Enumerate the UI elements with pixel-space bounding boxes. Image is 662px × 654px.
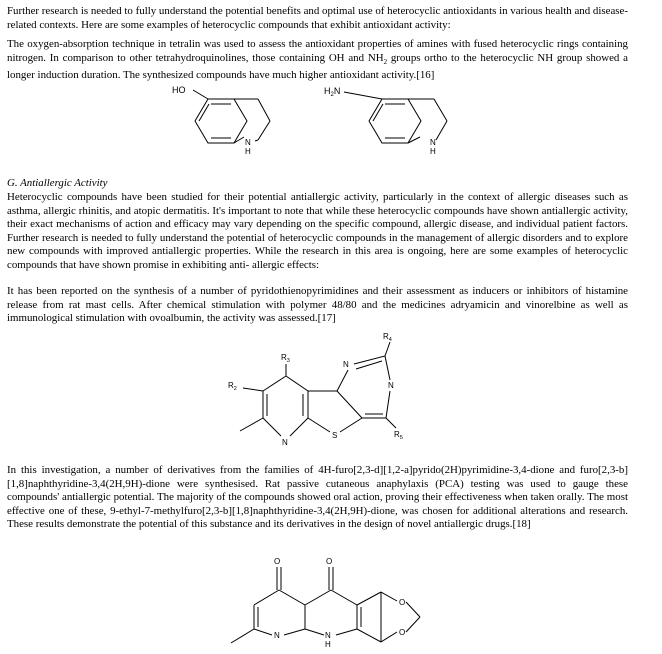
- label-o-ring-1: O: [399, 598, 406, 607]
- label-s: S: [332, 431, 338, 440]
- paragraph-antiallergic-intro: Heterocyclic compounds have been studied for their potential antiallergic activity, particularly in the context of allergic diseases such as asthma, allergic rhinitis, and atopic dermatitis. It's important to note that while these heterocyclic compounds have shown antiallergic activity, their exact mechanisms of action and efficacy may vary depending on the specific compound, allergic disease, and individual patient factors. Further research is needed to fully understand the potential of heterocyclic compounds in the management of allergic disorders and to explore new compounds with improved antiallergic properties. While the research in this area is ongoing, here are some examples of heterocyclic compounds that have shown promise in exhibiting anti- allergic effects:: [7, 191, 628, 271]
- p2-subscript: 2: [383, 57, 388, 66]
- label-r5: $R_5$: [394, 430, 403, 441]
- label-h2n: $H_2N$: [324, 86, 341, 98]
- label-n-pyrimidine-1: N: [343, 360, 349, 369]
- label-n-pyridine: N: [282, 438, 288, 447]
- label-n-pyridine-2: N: [274, 631, 280, 640]
- structure-furonaphthyridine: [0, 553, 662, 653]
- structure-thq-nh2: [324, 86, 447, 156]
- label-nh-n-2: N: [430, 138, 436, 147]
- label-r2: $R_2$: [228, 381, 237, 392]
- label-r4: $R_4$: [383, 332, 392, 343]
- label-nh-n-3: N: [325, 631, 331, 640]
- label-nh-h-3: H: [325, 640, 331, 649]
- label-o-ring-2: O: [399, 628, 406, 637]
- p2-text-after: groups ortho to the heterocyclic NH group showed a longer induction duration. The synthesized compounds have much higher antioxidant activity.[16]: [7, 51, 628, 82]
- label-r3: $R_3$: [281, 353, 290, 364]
- structure-thq-oh: [172, 85, 270, 156]
- paragraph-furonaphthyridines: In this investigation, a number of derivatives from the families of 4H-furo[2,3-d][1,2-a]pyrido(2H)pyrimidine-3,4-dione and furo[2,3-b][1,8]naphthyridine-3,4(2H,9H)-dione were synthesised. Rat passive cutaneous anaphylaxis (PCA) testing was used to gauge these compounds' antiallergic potential. The majority of the compounds showed oral action, proving their effectiveness when taken orally. The most effective one of these, 9-ethyl-7-methylfuro[2,3-b][1,8]naphthyridine-3,4(2H,9H)-dione, was chosen for additional alterations and research. These results demonstrate the potential of this substance and its derivatives in the design of novel antiallergic drugs.[18]: [7, 464, 628, 530]
- label-ho: HO: [172, 85, 186, 95]
- label-n-pyrimidine-2: N: [388, 381, 394, 390]
- structure-tetrahydroquinolines: [0, 80, 662, 160]
- structure-pyridothienopyrimidine: [0, 328, 662, 448]
- label-nh-h-2: H: [430, 147, 436, 156]
- section-heading-antiallergic: G. Antiallergic Activity: [7, 177, 108, 189]
- paragraph-antioxidant-intro: Further research is needed to fully understand the potential benefits and optimal use of heterocyclic antioxidants in various health and disease-related contexts. Here are some examples of heterocyclic compounds that exhibit antioxidant activity:: [7, 5, 628, 31]
- paragraph-tetralin: [7, 38, 628, 83]
- label-o-top-1: O: [274, 557, 281, 566]
- paragraph-pyridothienopyrimidines: It has been reported on the synthesis of a number of pyridothienopyrimidines and their assessment as inducers or inhibitors of histamine release from rat mast cells. After chemical stimulation with polymer 48/80 and the medicines adryamicin and vinorelbine as well as immunological stimulation with ovoalbumin, the activity was assessed.[17]: [7, 285, 628, 324]
- label-nh-h-1: H: [245, 147, 251, 156]
- label-nh-n-1: N: [245, 138, 251, 147]
- p2-text-before: The oxygen-absorption technique in tetralin was used to assess the antioxidant properties of amines with fused heterocyclic rings containing nitrogen. In comparison to other tetrahydroquinolines, those containing OH and NH: [7, 38, 628, 64]
- label-o-top-2: O: [326, 557, 333, 566]
